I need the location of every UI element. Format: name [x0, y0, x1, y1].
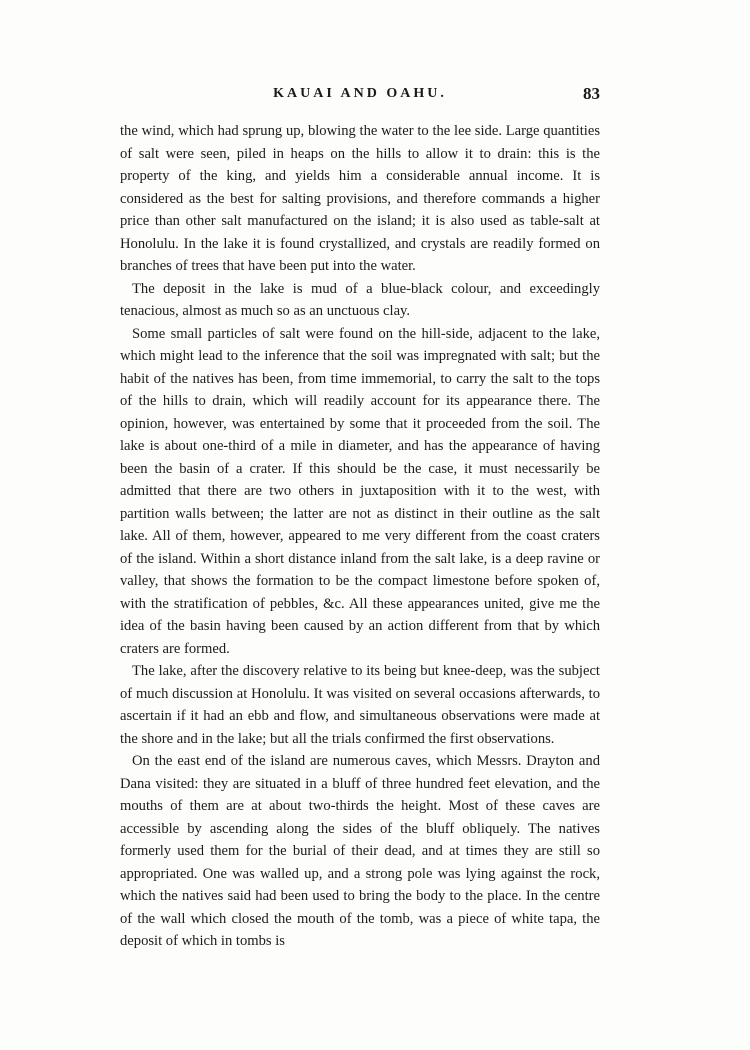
paragraph: The deposit in the lake is mud of a blue-black colour, and exceedingly tenacious, almost as much so as an unctuous clay. [120, 280, 600, 319]
body-text [120, 120, 600, 953]
page-number: 83 [583, 84, 600, 103]
running-title: KAUAI AND OAHU. [273, 86, 447, 101]
running-head [120, 86, 600, 110]
paragraph: On the east end of the island are numerous caves, which Messrs. Drayton and Dana visited: they are situated in a bluff of three hundred feet elevation, and the mouths of them are at about two-thirds the height. Most of these caves are accessible by ascending along the sides of the bluff obliquely. The natives formerly used them for the burial of their dead, and at times they are still so appropriated. One was walled up, and a strong pole was lying against the rock, which the natives said had been used to bring the body to the place. In the centre of the wall which closed the mouth of the tomb, was a piece of white tapa, the deposit of which in tombs is [120, 753, 600, 949]
paragraph-continued: the wind, which had sprung up, blowing the water to the lee side. Large quantities of salt were seen, piled in heaps on the hills to allow it to drain: this is the property of the king, and yields him a considerable annual income. It is considered as the best for salting provisions, and therefore commands a higher price than other salt manufactured on the island; it is also used as table-salt at Honolulu. In the lake it is found crystallized, and crystals are readily formed on branches of trees that have been put into the water. [120, 123, 600, 274]
paragraph: The lake, after the discovery relative to its being but knee-deep, was the subject of much discussion at Honolulu. It was visited on several occasions afterwards, to ascertain if it had an ebb and flow, and simultaneous observations were made at the shore and in the lake; but all the trials confirmed the first observations. [120, 663, 600, 747]
paragraph: Some small particles of salt were found on the hill-side, adjacent to the lake, which might lead to the inference that the soil was impregnated with salt; but the habit of the natives has been, from time immemorial, to carry the salt to the tops of the hills to drain, which will readily account for its appearance there. The opinion, however, was entertained by some that it proceeded from the soil. The lake is about one-third of a mile in diameter, and has the appearance of having been the basin of a crater. If this should be the case, it must necessarily be admitted that there are two others in juxtaposition with it to the west, with partition walls between; the latter are not as distinct in their outline as the salt lake. All of them, however, appeared to me very different from the coast craters of the island. Within a short distance inland from the salt lake, is a deep ravine or valley, that shows the formation to be the compact limestone before spoken of, with the stratification of pebbles, &c. All these appearances united, give me the idea of the basin having been caused by an action different from that by which craters are formed. [120, 325, 600, 657]
